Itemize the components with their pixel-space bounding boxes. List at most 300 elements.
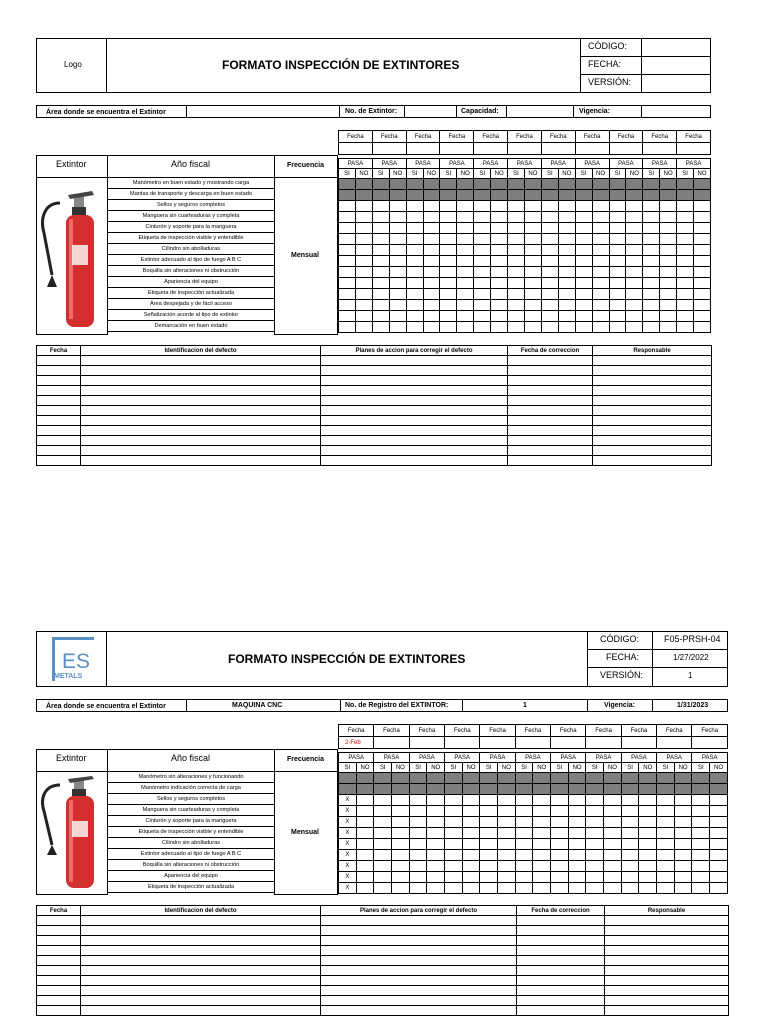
check-cell[interactable] [515, 839, 533, 850]
check-cell[interactable] [551, 784, 569, 795]
check-cell[interactable] [423, 190, 440, 201]
check-cell[interactable] [657, 806, 675, 817]
check-cell[interactable] [626, 311, 643, 322]
check-cell[interactable] [406, 245, 423, 256]
check-cell[interactable] [374, 817, 392, 828]
defect-cell[interactable] [321, 956, 517, 966]
defect-cell[interactable] [593, 396, 712, 406]
check-cell[interactable] [694, 201, 711, 212]
check-cell[interactable] [339, 234, 356, 245]
check-cell[interactable] [491, 278, 508, 289]
check-cell[interactable] [480, 850, 498, 861]
check-cell[interactable] [508, 289, 525, 300]
check-cell[interactable] [462, 784, 480, 795]
defect-cell[interactable] [517, 986, 605, 996]
check-cell[interactable] [621, 828, 639, 839]
check-cell[interactable] [372, 289, 389, 300]
defect-cell[interactable] [508, 366, 593, 376]
check-cell[interactable] [692, 839, 710, 850]
check-cell[interactable] [427, 861, 445, 872]
check-cell[interactable]: X [339, 828, 357, 839]
check-cell[interactable] [474, 179, 491, 190]
check-cell[interactable] [694, 179, 711, 190]
check-cell[interactable] [541, 322, 558, 333]
check-cell[interactable] [626, 245, 643, 256]
check-cell[interactable] [508, 311, 525, 322]
check-cell[interactable]: X [339, 795, 357, 806]
check-cell[interactable] [508, 179, 525, 190]
check-cell[interactable] [674, 861, 692, 872]
check-cell[interactable] [440, 179, 457, 190]
check-cell[interactable] [508, 278, 525, 289]
defect-cell[interactable] [508, 456, 593, 466]
defect-cell[interactable] [605, 936, 729, 946]
defect-cell[interactable] [37, 386, 81, 396]
check-cell[interactable] [643, 322, 660, 333]
check-cell[interactable]: X [339, 806, 357, 817]
check-cell[interactable] [356, 850, 374, 861]
check-cell[interactable] [427, 806, 445, 817]
date-value[interactable] [515, 737, 550, 749]
check-cell[interactable] [491, 179, 508, 190]
defect-cell[interactable] [605, 956, 729, 966]
check-cell[interactable] [592, 267, 609, 278]
check-cell[interactable] [498, 839, 516, 850]
defect-cell[interactable] [321, 436, 508, 446]
check-cell[interactable] [692, 828, 710, 839]
check-cell[interactable] [445, 850, 463, 861]
check-cell[interactable] [406, 234, 423, 245]
check-cell[interactable] [462, 883, 480, 894]
check-cell[interactable] [462, 872, 480, 883]
check-cell[interactable] [609, 267, 626, 278]
check-cell[interactable] [389, 289, 406, 300]
check-cell[interactable] [575, 322, 592, 333]
check-cell[interactable] [392, 784, 410, 795]
check-cell[interactable] [462, 850, 480, 861]
check-cell[interactable] [445, 828, 463, 839]
check-cell[interactable] [423, 179, 440, 190]
check-cell[interactable] [609, 190, 626, 201]
date-value[interactable] [440, 143, 474, 155]
check-cell[interactable] [445, 784, 463, 795]
check-cell[interactable] [677, 212, 694, 223]
check-cell[interactable] [389, 190, 406, 201]
check-cell[interactable] [643, 179, 660, 190]
check-cell[interactable] [372, 212, 389, 223]
check-cell[interactable] [409, 795, 427, 806]
check-cell[interactable] [392, 773, 410, 784]
date-value[interactable] [657, 737, 692, 749]
defect-cell[interactable] [605, 1006, 729, 1016]
check-cell[interactable] [524, 234, 541, 245]
check-cell[interactable] [551, 850, 569, 861]
check-cell[interactable] [355, 245, 372, 256]
check-cell[interactable] [423, 256, 440, 267]
check-cell[interactable] [498, 773, 516, 784]
check-cell[interactable] [575, 190, 592, 201]
check-cell[interactable] [551, 806, 569, 817]
check-cell[interactable] [389, 311, 406, 322]
defect-cell[interactable] [517, 1006, 605, 1016]
check-cell[interactable] [541, 212, 558, 223]
check-cell[interactable] [491, 289, 508, 300]
check-cell[interactable] [480, 828, 498, 839]
check-cell[interactable] [524, 289, 541, 300]
check-cell[interactable] [568, 872, 586, 883]
check-cell[interactable] [609, 212, 626, 223]
check-cell[interactable] [609, 311, 626, 322]
check-cell[interactable] [355, 179, 372, 190]
check-cell[interactable] [409, 872, 427, 883]
check-cell[interactable] [692, 784, 710, 795]
date-value[interactable] [609, 143, 643, 155]
date-value[interactable] [372, 143, 406, 155]
check-cell[interactable] [609, 234, 626, 245]
check-cell[interactable] [515, 828, 533, 839]
check-cell[interactable] [491, 223, 508, 234]
check-cell[interactable] [374, 806, 392, 817]
check-cell[interactable] [568, 773, 586, 784]
check-cell[interactable] [339, 267, 356, 278]
defect-cell[interactable] [37, 436, 81, 446]
check-cell[interactable] [643, 311, 660, 322]
defect-cell[interactable] [37, 916, 81, 926]
check-cell[interactable] [355, 223, 372, 234]
check-cell[interactable] [657, 872, 675, 883]
check-cell[interactable] [474, 190, 491, 201]
check-cell[interactable] [568, 817, 586, 828]
check-cell[interactable] [374, 828, 392, 839]
check-cell[interactable] [568, 861, 586, 872]
check-cell[interactable] [660, 234, 677, 245]
defect-cell[interactable] [593, 406, 712, 416]
check-cell[interactable] [692, 773, 710, 784]
check-cell[interactable] [462, 839, 480, 850]
check-cell[interactable] [457, 267, 474, 278]
check-cell[interactable] [551, 773, 569, 784]
check-cell[interactable] [427, 839, 445, 850]
check-cell[interactable] [692, 795, 710, 806]
check-cell[interactable] [392, 795, 410, 806]
check-cell[interactable] [643, 256, 660, 267]
check-cell[interactable] [533, 883, 551, 894]
check-cell[interactable] [480, 773, 498, 784]
check-cell[interactable] [541, 311, 558, 322]
date-value[interactable]: 2-Feb [339, 737, 374, 749]
check-cell[interactable] [609, 289, 626, 300]
check-cell[interactable] [389, 201, 406, 212]
defect-cell[interactable] [81, 1006, 321, 1016]
check-cell[interactable] [498, 883, 516, 894]
check-cell[interactable] [409, 817, 427, 828]
check-cell[interactable] [515, 784, 533, 795]
defect-cell[interactable] [37, 996, 81, 1006]
check-cell[interactable]: X [339, 861, 357, 872]
check-cell[interactable] [389, 278, 406, 289]
check-cell[interactable] [423, 201, 440, 212]
check-cell[interactable] [621, 861, 639, 872]
check-cell[interactable] [498, 861, 516, 872]
check-cell[interactable] [558, 212, 575, 223]
check-cell[interactable] [609, 223, 626, 234]
defect-cell[interactable] [508, 436, 593, 446]
check-cell[interactable] [639, 806, 657, 817]
check-cell[interactable] [524, 179, 541, 190]
check-cell[interactable] [474, 300, 491, 311]
check-cell[interactable] [568, 806, 586, 817]
defect-cell[interactable] [517, 936, 605, 946]
check-cell[interactable] [626, 212, 643, 223]
check-cell[interactable] [457, 256, 474, 267]
check-cell[interactable] [339, 773, 357, 784]
check-cell[interactable] [339, 256, 356, 267]
defect-cell[interactable] [37, 926, 81, 936]
check-cell[interactable] [409, 883, 427, 894]
check-cell[interactable] [355, 212, 372, 223]
check-cell[interactable] [515, 850, 533, 861]
check-cell[interactable] [592, 223, 609, 234]
check-cell[interactable] [389, 212, 406, 223]
check-cell[interactable] [355, 311, 372, 322]
check-cell[interactable] [677, 245, 694, 256]
check-cell[interactable] [462, 773, 480, 784]
check-cell[interactable] [558, 201, 575, 212]
check-cell[interactable] [515, 861, 533, 872]
check-cell[interactable] [575, 278, 592, 289]
check-cell[interactable] [406, 201, 423, 212]
defect-cell[interactable] [81, 376, 321, 386]
check-cell[interactable] [474, 289, 491, 300]
check-cell[interactable] [657, 784, 675, 795]
check-cell[interactable] [374, 850, 392, 861]
check-cell[interactable] [639, 839, 657, 850]
check-cell[interactable] [372, 245, 389, 256]
date-value[interactable] [480, 737, 515, 749]
check-cell[interactable] [660, 322, 677, 333]
check-cell[interactable] [639, 861, 657, 872]
check-cell[interactable] [508, 212, 525, 223]
check-cell[interactable] [457, 289, 474, 300]
check-cell[interactable] [524, 201, 541, 212]
check-cell[interactable] [457, 190, 474, 201]
defect-cell[interactable] [593, 416, 712, 426]
check-cell[interactable] [541, 278, 558, 289]
check-cell[interactable] [674, 839, 692, 850]
check-cell[interactable] [575, 267, 592, 278]
check-cell[interactable] [710, 795, 728, 806]
check-cell[interactable] [372, 278, 389, 289]
check-cell[interactable] [524, 223, 541, 234]
check-cell[interactable] [660, 212, 677, 223]
defect-cell[interactable] [37, 1006, 81, 1016]
check-cell[interactable] [541, 267, 558, 278]
check-cell[interactable] [372, 322, 389, 333]
defect-cell[interactable] [37, 976, 81, 986]
check-cell[interactable] [609, 245, 626, 256]
check-cell[interactable] [639, 817, 657, 828]
date-value[interactable] [551, 737, 586, 749]
defect-cell[interactable] [593, 426, 712, 436]
check-cell[interactable] [474, 311, 491, 322]
check-cell[interactable] [541, 223, 558, 234]
check-cell[interactable] [423, 245, 440, 256]
check-cell[interactable] [677, 278, 694, 289]
check-cell[interactable] [674, 795, 692, 806]
defect-cell[interactable] [321, 376, 508, 386]
check-cell[interactable] [474, 201, 491, 212]
check-cell[interactable] [392, 850, 410, 861]
defect-cell[interactable] [508, 406, 593, 416]
check-cell[interactable] [586, 861, 604, 872]
check-cell[interactable]: X [339, 850, 357, 861]
defect-cell[interactable] [517, 946, 605, 956]
check-cell[interactable] [406, 300, 423, 311]
check-cell[interactable] [474, 212, 491, 223]
defect-cell[interactable] [81, 356, 321, 366]
check-cell[interactable] [674, 773, 692, 784]
check-cell[interactable] [609, 322, 626, 333]
check-cell[interactable] [372, 300, 389, 311]
check-cell[interactable] [533, 872, 551, 883]
check-cell[interactable] [339, 201, 356, 212]
check-cell[interactable] [491, 212, 508, 223]
check-cell[interactable] [427, 850, 445, 861]
check-cell[interactable] [480, 872, 498, 883]
defect-cell[interactable] [508, 356, 593, 366]
check-cell[interactable] [409, 850, 427, 861]
defect-cell[interactable] [37, 936, 81, 946]
check-cell[interactable] [409, 806, 427, 817]
defect-cell[interactable] [81, 926, 321, 936]
check-cell[interactable] [440, 245, 457, 256]
check-cell[interactable] [660, 300, 677, 311]
check-cell[interactable] [457, 322, 474, 333]
defect-cell[interactable] [81, 936, 321, 946]
check-cell[interactable] [480, 795, 498, 806]
check-cell[interactable] [392, 817, 410, 828]
check-cell[interactable] [392, 872, 410, 883]
check-cell[interactable] [498, 872, 516, 883]
check-cell[interactable] [657, 773, 675, 784]
check-cell[interactable] [533, 850, 551, 861]
defect-cell[interactable] [605, 946, 729, 956]
defect-cell[interactable] [321, 966, 517, 976]
check-cell[interactable] [356, 872, 374, 883]
defect-cell[interactable] [81, 986, 321, 996]
check-cell[interactable] [592, 234, 609, 245]
validity-value[interactable] [641, 105, 711, 118]
check-cell[interactable] [457, 245, 474, 256]
check-cell[interactable] [491, 300, 508, 311]
defect-cell[interactable] [37, 356, 81, 366]
check-cell[interactable] [524, 300, 541, 311]
date-value[interactable] [406, 143, 440, 155]
check-cell[interactable] [657, 817, 675, 828]
defect-cell[interactable] [517, 966, 605, 976]
defect-cell[interactable] [37, 416, 81, 426]
check-cell[interactable] [427, 872, 445, 883]
check-cell[interactable] [674, 817, 692, 828]
check-cell[interactable] [339, 300, 356, 311]
check-cell[interactable] [491, 267, 508, 278]
check-cell[interactable] [474, 322, 491, 333]
check-cell[interactable] [515, 817, 533, 828]
check-cell[interactable] [508, 201, 525, 212]
check-cell[interactable] [462, 806, 480, 817]
check-cell[interactable] [541, 300, 558, 311]
check-cell[interactable] [592, 278, 609, 289]
check-cell[interactable] [551, 872, 569, 883]
check-cell[interactable] [440, 311, 457, 322]
check-cell[interactable] [694, 223, 711, 234]
check-cell[interactable] [498, 817, 516, 828]
check-cell[interactable] [474, 267, 491, 278]
check-cell[interactable] [524, 256, 541, 267]
capacity-value[interactable] [506, 105, 574, 118]
check-cell[interactable] [427, 795, 445, 806]
check-cell[interactable] [626, 256, 643, 267]
check-cell[interactable] [677, 179, 694, 190]
check-cell[interactable] [427, 784, 445, 795]
check-cell[interactable] [339, 289, 356, 300]
defect-cell[interactable] [605, 926, 729, 936]
check-cell[interactable] [372, 179, 389, 190]
check-cell[interactable] [643, 245, 660, 256]
check-cell[interactable] [524, 245, 541, 256]
check-cell[interactable] [558, 300, 575, 311]
check-cell[interactable] [660, 245, 677, 256]
check-cell[interactable] [604, 883, 622, 894]
date-value[interactable] [339, 143, 373, 155]
check-cell[interactable] [409, 773, 427, 784]
check-cell[interactable] [515, 773, 533, 784]
check-cell[interactable] [592, 311, 609, 322]
check-cell[interactable] [643, 190, 660, 201]
check-cell[interactable] [355, 289, 372, 300]
check-cell[interactable] [474, 256, 491, 267]
check-cell[interactable] [339, 212, 356, 223]
check-cell[interactable] [575, 223, 592, 234]
check-cell[interactable] [508, 256, 525, 267]
check-cell[interactable] [609, 201, 626, 212]
check-cell[interactable] [643, 300, 660, 311]
check-cell[interactable] [694, 300, 711, 311]
defect-cell[interactable] [593, 436, 712, 446]
check-cell[interactable] [575, 300, 592, 311]
check-cell[interactable] [339, 179, 356, 190]
check-cell[interactable] [355, 190, 372, 201]
check-cell[interactable] [609, 256, 626, 267]
check-cell[interactable] [586, 883, 604, 894]
check-cell[interactable] [660, 289, 677, 300]
check-cell[interactable] [533, 773, 551, 784]
check-cell[interactable] [677, 256, 694, 267]
check-cell[interactable] [355, 256, 372, 267]
check-cell[interactable] [339, 245, 356, 256]
check-cell[interactable] [533, 817, 551, 828]
check-cell[interactable] [660, 267, 677, 278]
check-cell[interactable] [427, 828, 445, 839]
defect-cell[interactable] [81, 396, 321, 406]
check-cell[interactable] [457, 179, 474, 190]
check-cell[interactable] [339, 784, 357, 795]
defect-cell[interactable] [605, 996, 729, 1006]
check-cell[interactable] [440, 289, 457, 300]
defect-cell[interactable] [321, 386, 508, 396]
check-cell[interactable] [604, 828, 622, 839]
defect-cell[interactable] [37, 456, 81, 466]
